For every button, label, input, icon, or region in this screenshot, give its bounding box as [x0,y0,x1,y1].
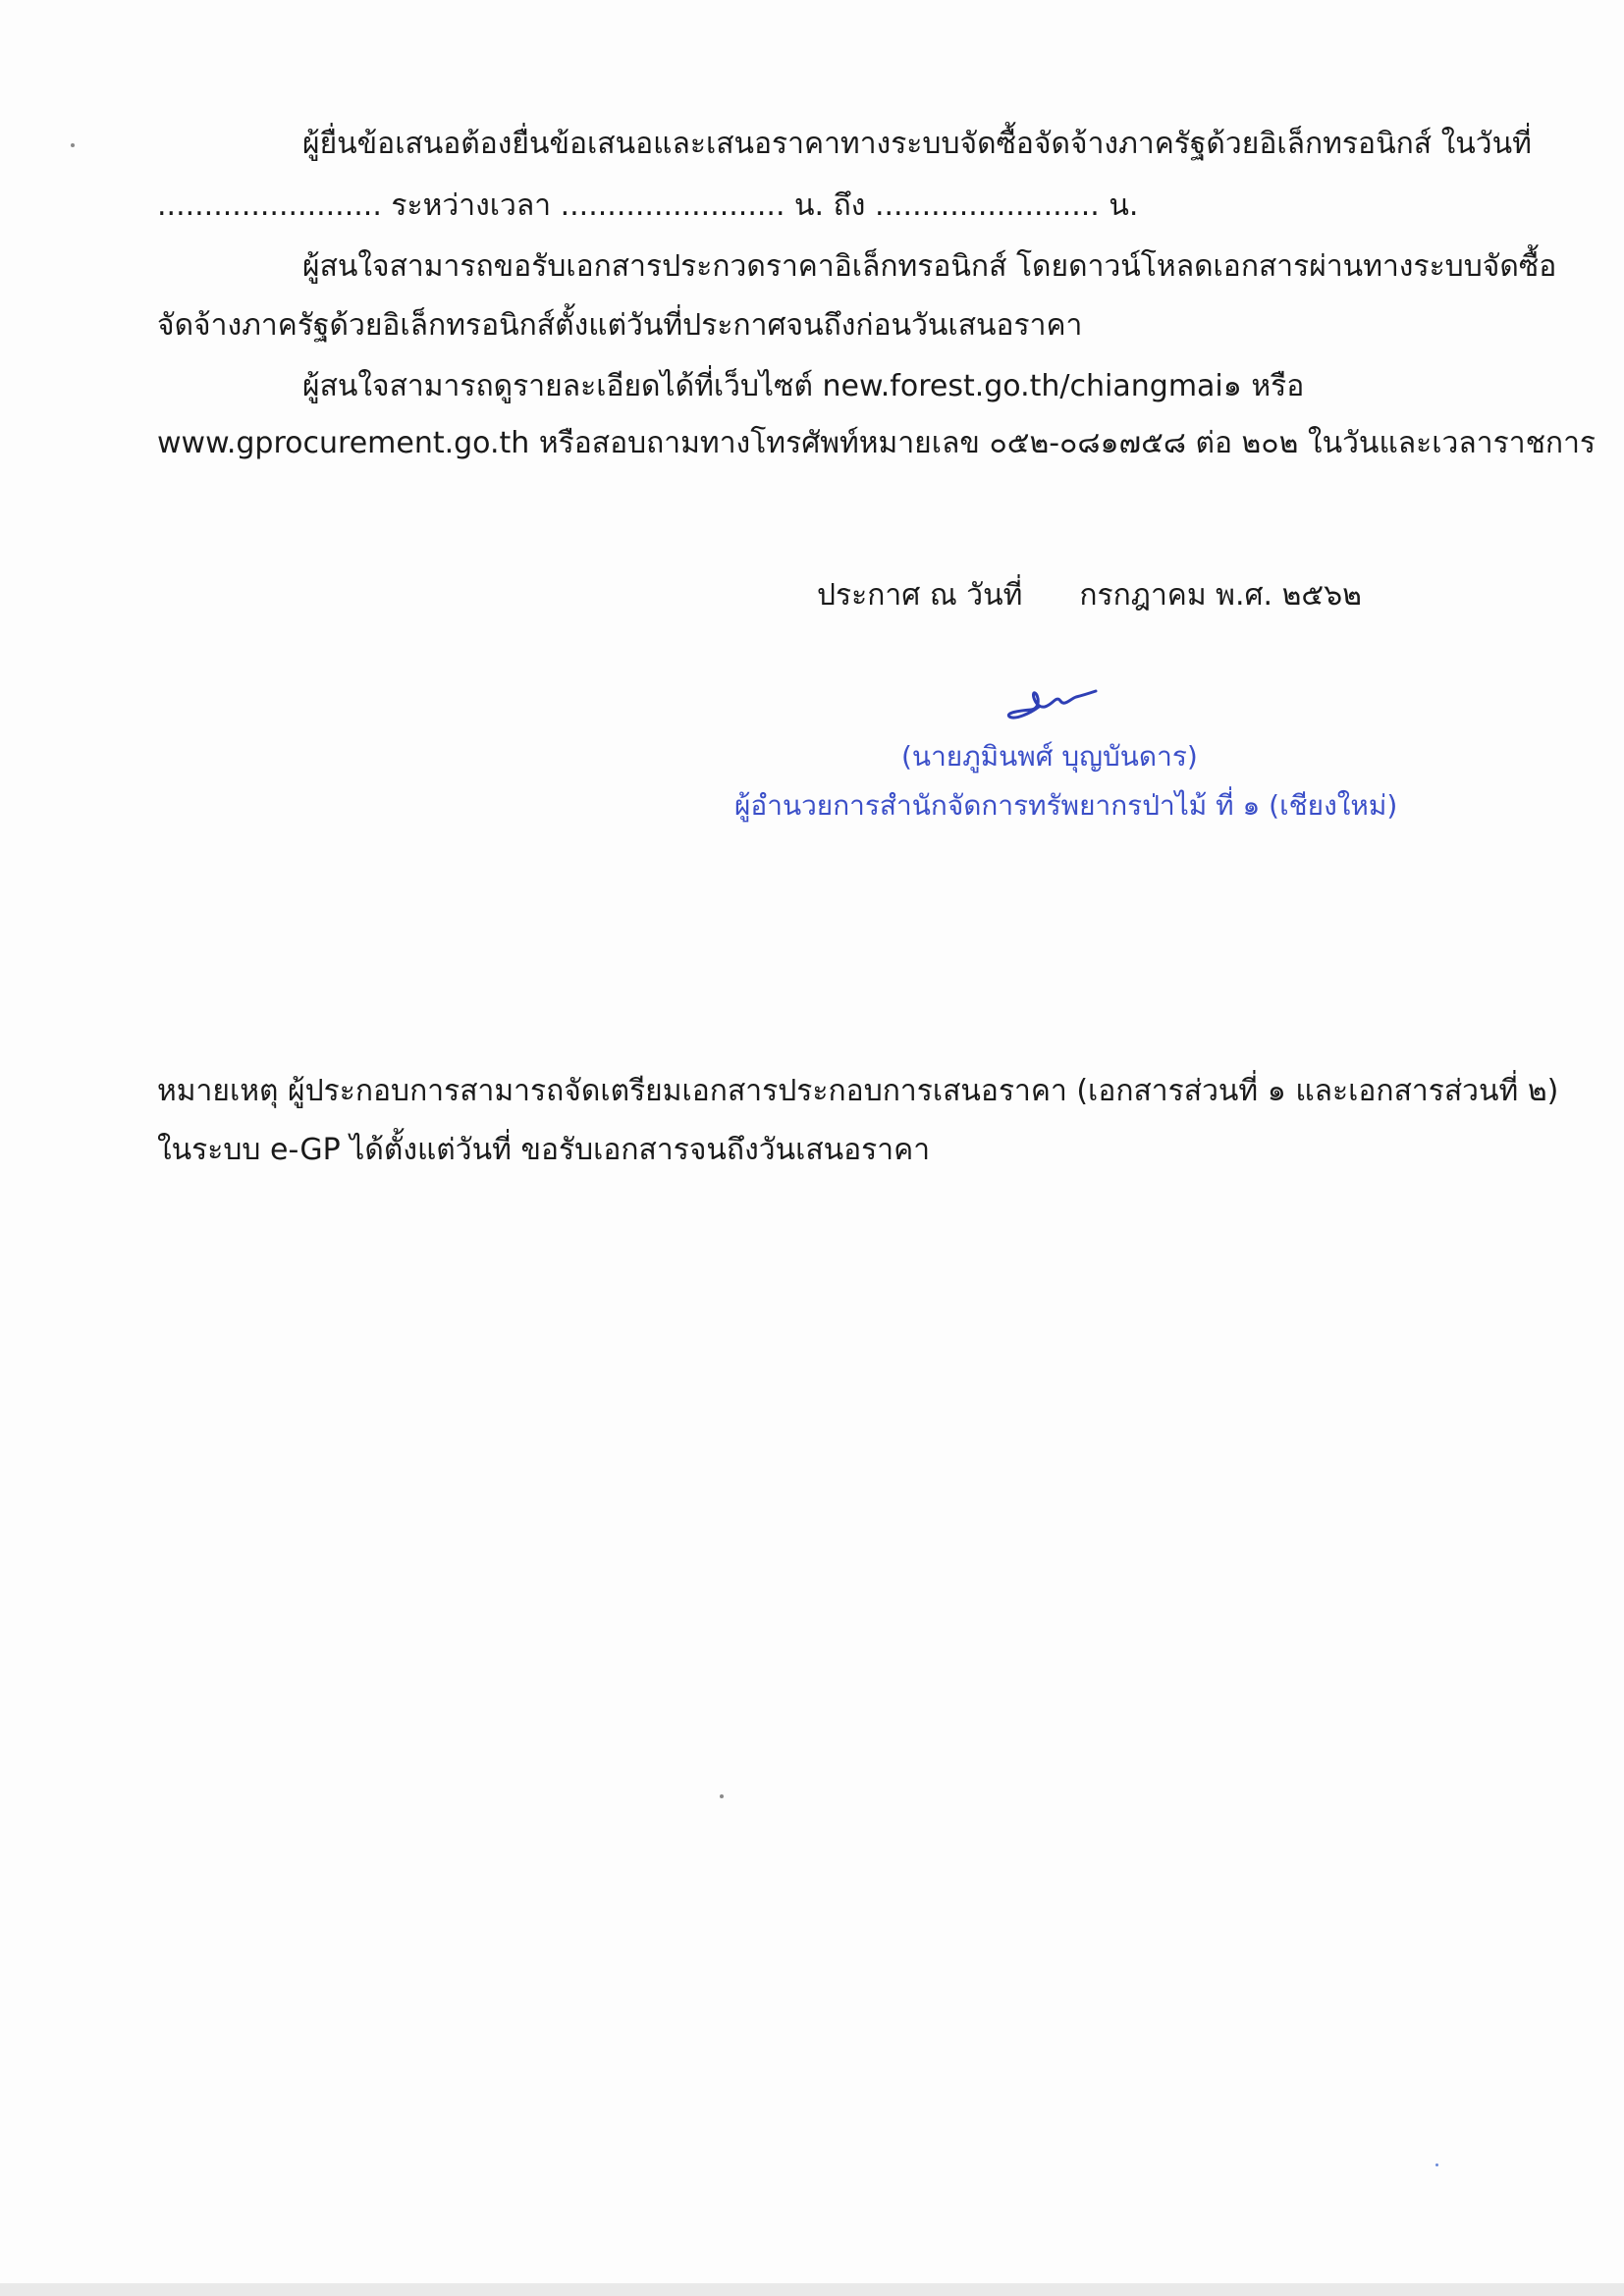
announcement-date: กรกฎาคม พ.ศ. ๒๕๖๒ [1079,578,1362,613]
paragraph-3-line-2: www.gprocurement.go.th หรือสอบถามทางโทรศัพท์หมายเลข ๐๕๒-๐๘๑๗๕๘ ต่อ ๒๐๒ ในวันและเวลาราชการ [157,426,1597,460]
paragraph-2-line-2: จัดจ้างภาครัฐด้วยอิเล็กทรอนิกส์ตั้งแต่วันที่ประกาศจนถึงก่อนวันเสนอราคา [157,308,1083,343]
paragraph-3-line-1: ผู้สนใจสามารถดูรายละเอียดได้ที่เว็บไซต์ new.forest.go.th/chiangmai๑ หรือ [302,369,1305,403]
handwritten-signature [1001,677,1129,736]
scan-bottom-edge [0,2283,1624,2296]
paragraph-2-line-1: ผู้สนใจสามารถขอรับเอกสารประกวดราคาอิเล็กทรอนิกส์ โดยดาวน์โหลดเอกสารผ่านทางระบบจัดซื้อ [302,249,1557,284]
announcement-label: ประกาศ ณ วันที่ [817,578,1023,613]
signatory-position: ผู้อำนวยการสำนักจัดการทรัพยากรป่าไม้ ที่ ๑ (เชียงใหม่) [734,789,1398,822]
scan-speck [720,1794,724,1798]
announcement-date-line [817,574,1362,617]
paragraph-1-line-1: ผู้ยื่นข้อเสนอต้องยื่นข้อเสนอและเสนอราคาทางระบบจัดซื้อจัดจ้างภาครัฐด้วยอิเล็กทรอนิกส์ ในวันที่ [302,127,1532,161]
signatory-name: (นายภูมินพศ์ บุญบันดาร) [901,740,1198,773]
paragraph-1-line-2: ........................ ระหว่างเวลา ........................ น. ถึง ........................ น. [157,188,1139,223]
note-line-2: ในระบบ e-GP ได้ตั้งแต่วันที่ ขอรับเอกสารจนถึงวันเสนอราคา [157,1133,931,1167]
note-line-1: หมายเหตุ ผู้ประกอบการสามารถจัดเตรียมเอกสารประกอบการเสนอราคา (เอกสารส่วนที่ ๑ และเอกสารส่วนที่ ๒) [157,1074,1559,1108]
scan-speck [71,143,75,147]
scan-speck [1435,2163,1438,2166]
